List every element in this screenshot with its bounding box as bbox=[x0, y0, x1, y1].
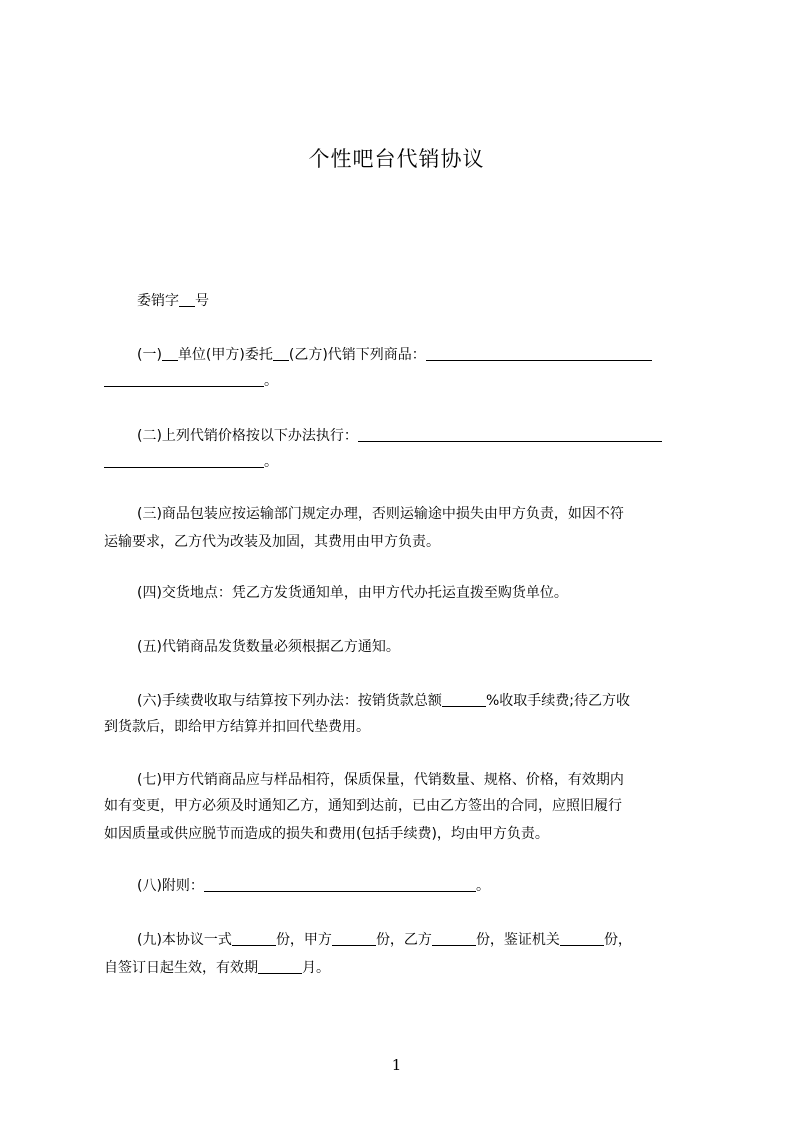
clause-1-line-1 bbox=[137, 345, 703, 365]
page-number: 1 bbox=[391, 1056, 402, 1074]
blank-field bbox=[179, 291, 195, 307]
clause-2-line-1 bbox=[137, 426, 703, 446]
blank-field bbox=[332, 930, 376, 946]
clause-6-line-1 bbox=[137, 691, 703, 711]
blank-field bbox=[273, 345, 289, 361]
clause-1-number: (一) bbox=[137, 347, 162, 363]
blank-field bbox=[104, 452, 264, 468]
blank-field bbox=[204, 876, 476, 892]
clause-6-text-b: %收取手续费;待乙方收 bbox=[485, 693, 630, 709]
blank-field bbox=[426, 345, 652, 361]
clause-9-text-b: 份，甲方 bbox=[275, 932, 332, 948]
clause-1-text-a: 单位(甲方)委托 bbox=[177, 347, 273, 363]
clause-3-line-2: 运输要求，乙方代为改装及加固，其费用由甲方负责。 bbox=[104, 534, 440, 550]
blank-field bbox=[232, 930, 276, 946]
clause-9-text-g: 月。 bbox=[302, 960, 330, 976]
clause-2-end: 。 bbox=[264, 454, 278, 470]
reference-suffix: 号 bbox=[195, 293, 209, 309]
clause-3-line-1: (三)商品包装应按运输部门规定办理，否则运输途中损失由甲方负责，如因不符 bbox=[137, 506, 624, 522]
reference-number-line bbox=[137, 291, 703, 311]
clause-7-line-1: (七)甲方代销商品应与样品相符，保质保量，代销数量、规格、价格，有效期内 bbox=[137, 772, 624, 788]
clause-9-line-2 bbox=[104, 958, 704, 978]
clause-1-line-2 bbox=[104, 371, 704, 391]
clause-2-line-2 bbox=[104, 452, 704, 472]
clause-4: (四)交货地点：凭乙方发货通知单，由甲方代办托运直拨至购货单位。 bbox=[137, 585, 568, 601]
clause-9-line-1 bbox=[137, 930, 703, 950]
clause-7-line-3: 如因质量或供应脱节而造成的损失和费用(包括手续费)，均由甲方负责。 bbox=[104, 826, 549, 842]
clause-7-line-2: 如有变更，甲方必须及时通知乙方，通知到达前，已由乙方签出的合同，应照旧履行 bbox=[104, 798, 622, 814]
document-title: 个性吧台代销协议 bbox=[308, 147, 485, 171]
clause-9-text-c: 份，乙方 bbox=[375, 932, 432, 948]
blank-field bbox=[104, 371, 264, 387]
clause-9-text-f: 自签订日起生效，有效期 bbox=[104, 960, 258, 976]
reference-prefix: 委销字 bbox=[137, 293, 179, 309]
clause-8-end: 。 bbox=[475, 878, 490, 894]
blank-field bbox=[358, 426, 662, 442]
blank-field bbox=[560, 930, 604, 946]
blank-field bbox=[162, 345, 178, 361]
clause-8-text: (八)附则： bbox=[137, 878, 204, 894]
blank-field bbox=[442, 691, 486, 707]
clause-9-text-e: 份， bbox=[603, 932, 632, 948]
clause-5: (五)代销商品发货数量必须根据乙方通知。 bbox=[137, 639, 400, 655]
clause-8 bbox=[137, 876, 703, 896]
clause-1-text-b: (乙方)代销下列商品： bbox=[288, 347, 426, 363]
clause-9-text-a: (九)本协议一式 bbox=[137, 932, 232, 948]
blank-field bbox=[258, 958, 302, 974]
blank-field bbox=[432, 930, 476, 946]
clause-1-end: 。 bbox=[264, 373, 278, 389]
clause-2-text: (二)上列代销价格按以下办法执行： bbox=[137, 428, 358, 444]
clause-9-text-d: 份，鉴证机关 bbox=[475, 932, 560, 948]
clause-6-line-2: 到货款后，即给甲方结算并扣回代垫费用。 bbox=[104, 719, 370, 735]
clause-6-text-a: (六)手续费收取与结算按下列办法：按销货款总额 bbox=[137, 693, 442, 709]
